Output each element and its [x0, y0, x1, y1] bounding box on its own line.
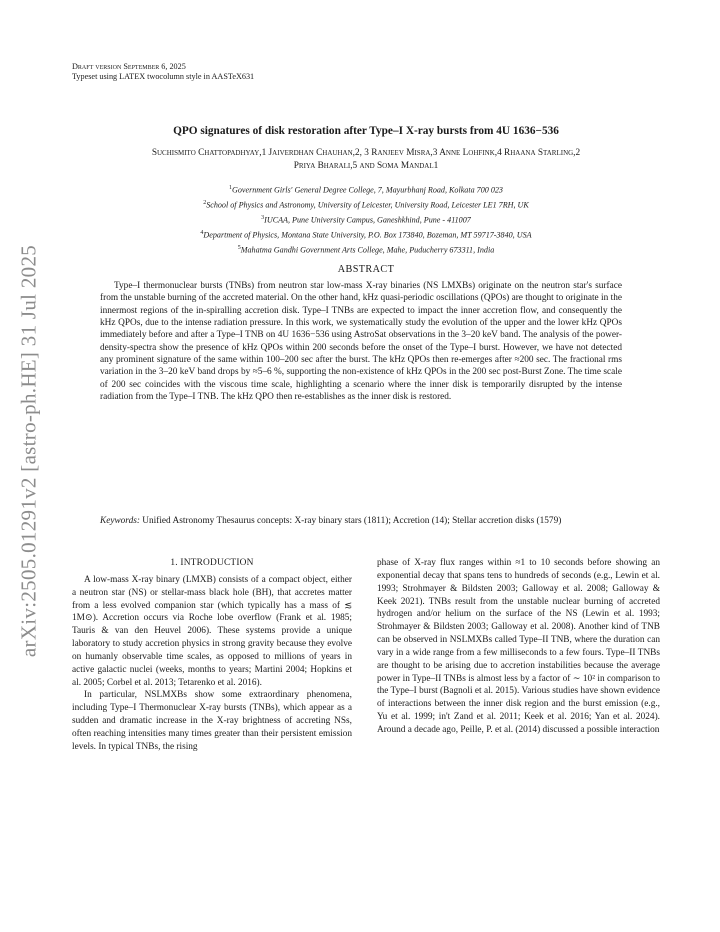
arxiv-identifier-stamp [4, 236, 54, 666]
keywords-label: Keywords: [100, 516, 140, 526]
author-line-2: Priya Bharali,5 and Soma Mandal1 [293, 160, 439, 171]
affiliation-5: $^5$Mahatma Gandhi Government Arts College, Mahe, Puducherry 673311, India [237, 244, 495, 255]
intro-paragraph-3: phase of X-ray flux ranges within ≈1 to 10 seconds before showing an exponential decay that spans tens to hundreds of seconds (e.g., Lewin et al. 1993; Strohmayer & Bildsten 2003; Galloway et al. 2008; Galloway & Keek 2021). TNBs result from the unstable nuclear burning of accreted hydrogen and/or helium on the surface of the NS (Lewin et al. 1993; Strohmayer & Bildsten 2003; Galloway et al. 2008). Another kind of TNB can be observed in NSLMXBs called Type–II TNB, where the duration can vary in a wide range from a few milliseconds to a few fours. Type–II TNBs are thought to be arising due to accretion instabilities because the average power in Type–II TNBs is almost less by a factor of ∼ 10² in comparison to the Type–I burst (Bagnoli et al. 2015). Various studies have shown evidence of interactions between the inner disk region and the burst emission (e.g., Yu et al. 1999; in't Zand et al. 2011; Keek et al. 2016; Yan et al. 2024). Around a decade ago, Peille, P. et al. (2014) discussed a possible interaction [377, 558, 660, 735]
typeset-line: Typeset using LATEX twocolumn style in AASTeX631 [72, 72, 255, 81]
keywords-text: Unified Astronomy Thesaurus concepts: X-ray binary stars (1811); Accretion (14); Stellar accretion disks (1579) [142, 516, 562, 526]
affiliation-list [72, 182, 660, 257]
affiliation-1: $^1$Government Girls' General Degree College, 7, Mayurbhanj Road, Kolkata 700 023 [229, 185, 503, 195]
left-column [72, 557, 352, 754]
intro-paragraph-2: In particular, NSLMXBs show some extraordinary phenomena, including Type–I Thermonuclear X-ray bursts (TNBs), which appear as a sudden and dramatic increase in the X-ray brightness of accreting NSs, often reaching intensities many times greater than their persistent emission levels. In typical TNBs, the rising [72, 690, 352, 752]
abstract-heading: ABSTRACT [337, 264, 395, 275]
affiliation-3: $^3$IUCAA, Pune University Campus, Ganeshkhind, Pune - 411007 [261, 214, 471, 225]
author-line-1: Suchismito Chattopadhyay,1 Jaiverdhan Chauhan,2, 3 Ranjeev Misra,3 Anne Lohfink,4 Rhaana Starling,2 [151, 148, 581, 158]
author-list [72, 147, 660, 172]
keywords-block [100, 515, 666, 527]
affiliation-4: $^4$Department of Physics, Montana State University, P.O. Box 173840, Bozeman, MT 59717-3840, USA [200, 229, 532, 240]
abstract-text: Type–I thermonuclear bursts (TNBs) from neutron star low-mass X-ray binaries (NS LMXBs) originate on the neutron star's surface from the unstable burning of the accreted material. On the other hand, kHz quasi-periodic oscillations (QPOs) are thought to originate in the innermost regions of the in-spiralling accretion disk. Type–I TNBs are expected to impact the inner accretion flow, and consequently the kHz QPOs, due to the intense radiation pressure. In this work, we systematically study the evolution of the upper and the lower kHz QPOs immediately before and after a Type–I TNB on 4U 1636−536 using AstroSat observations in the 3–20 keV band. The analysis of the power-density-spectra show the presence of kHz QPOs within 200 seconds before the onset of the Type–I burst. However, we have not detected any prominent signature of the same within 100–200 sec after the burst. The kHz QPOs then re-emerges after ≈200 sec. The fractional rms variation in the 3–20 keV band drops by ≈5–6 %, supporting the non-existence of kHz QPOs in the 200 sec post-Burst Zone. The time scale of 200 sec coincides with the viscous time scale, highlighting a scenario where the inner disk is temporarily disrupted by the intense radiation from the Type–I TNB. The kHz QPO then re-establishes as the inner disk is restored. [100, 281, 622, 403]
section-heading-introduction: 1. INTRODUCTION [170, 558, 254, 568]
right-column [377, 557, 660, 737]
draft-version-line: Draft version September 6, 2025 [72, 62, 186, 71]
arxiv-stamp-text: arXiv:2505.01291v2 [astro-ph.HE] 31 Jul 2025 [16, 244, 41, 658]
affiliation-2: $^2$School of Physics and Astronomy, University of Leicester, University Road, Leicester LE1 7RH, UK [203, 199, 529, 210]
paper-title: QPO signatures of disk restoration after Type–I X-ray bursts from 4U 1636−536 [173, 125, 559, 137]
intro-paragraph-1: A low-mass X-ray binary (LMXB) consists of a compact object, either a neutron star (NS) or stellar-mass black hole (BH), that accretes matter from a less evolved companion star (which typically has a mass of ≲ 1M⊙). Accretion occurs via Roche lobe overflow (Frank et al. 1985; Tauris & van den Heuvel 2006). These systems provide a unique laboratory to study accretion physics in strong gravity because they evolve on humanly observable time scales, as opposed to millions of years in active galactic nuclei (weeks, months to years; Martini 2004; Hopkins et al. 2005; Corbel et al. 2013; Tetarenko et al. 2016). [72, 574, 352, 688]
